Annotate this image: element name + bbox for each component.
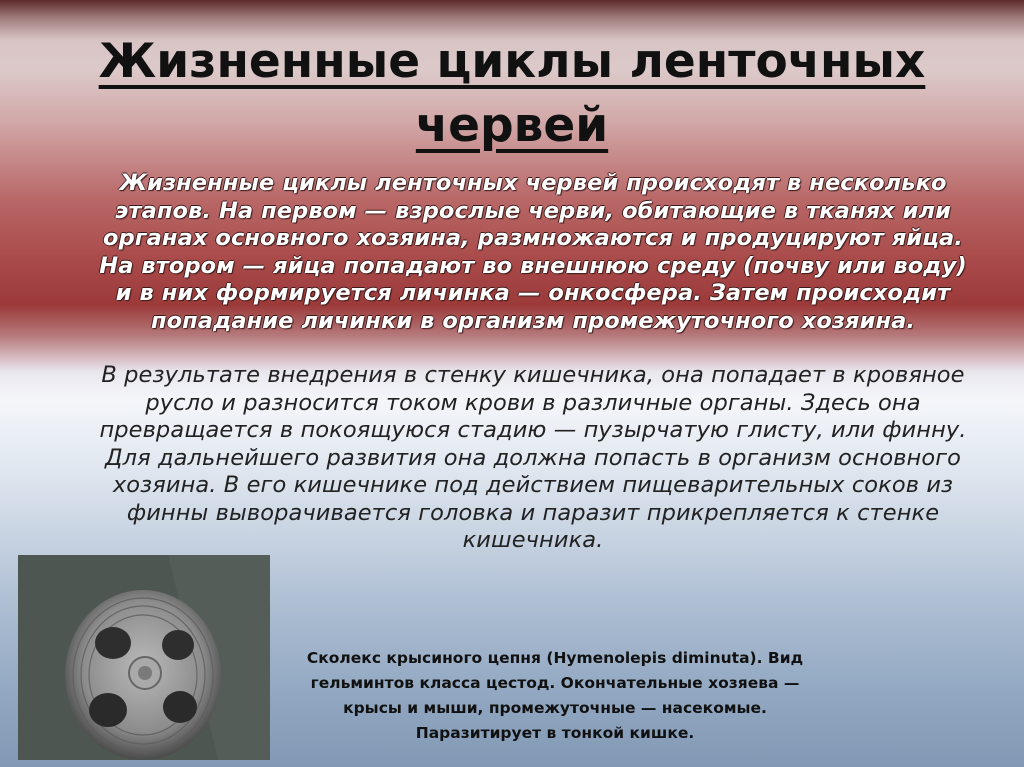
body-paragraph-lower: В результате внедрения в стенку кишечника, она попадает в кровяное русло и разносится током крови в различные органы. Здесь она превращается в покоящуюся стадию — пузырчатую глисту, или финну. Для дальнейшего развития она должна попасть в организм основного хозяина. В его кишечнике под действием пищеварительных соков из финны выворачивается головка и паразит прикрепляется к стенке кишечника. [99, 362, 967, 553]
scolex-micrograph-drawing [18, 555, 270, 760]
body-paragraph-upper: Жизненные циклы ленточных червей происходят в несколько этапов. На первом — взрослые черви, обитающие в тканях или органах основного хозяина, размножаются и продуцируют яйца. На втором — яйца попадают во внешнюю среду (почву или воду) и в них формируется личинка — онкосфера. Затем происходит попадание личинки в организм промежуточного хозяина. [99, 170, 967, 334]
slide-title: Жизненные циклы ленточных червей [98, 34, 926, 153]
scolex-micrograph [18, 555, 270, 760]
figure-caption: Сколекс крысиного цепня (Hymenolepis diminuta). Вид гельминтов класса цестод. Окончательные хозяева — крысы и мыши, промежуточные — насекомые. Паразитирует в тонкой кишке. [306, 649, 804, 742]
